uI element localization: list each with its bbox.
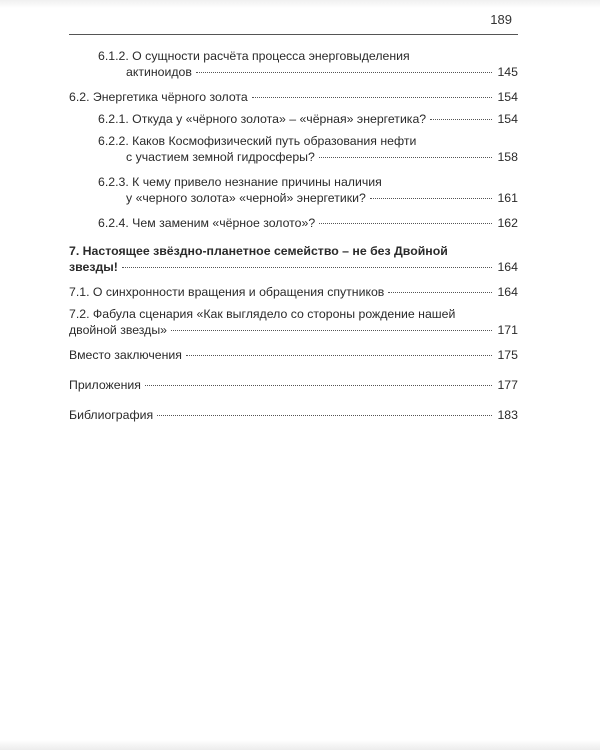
toc-entry-bibliography <box>69 407 518 423</box>
dot-leader <box>319 223 492 224</box>
toc-entry-title: 7. Настоящее звёздно-планетное семейство – не без Двойной <box>69 244 448 258</box>
toc-entry-7-2 <box>69 306 518 338</box>
toc-entry-conclusion <box>69 347 518 363</box>
header-rule <box>69 34 518 35</box>
toc-page-number: 161 <box>497 191 518 205</box>
toc-page-number: 175 <box>497 348 518 362</box>
toc-entry-title: 6.2.4. Чем заменим «чёрное золото»? <box>98 216 316 230</box>
toc-entry-title-cont: актиноидов <box>126 65 192 79</box>
dot-leader <box>122 267 492 268</box>
toc-entry-6-2 <box>69 89 518 105</box>
toc-entry-title: Библиография <box>69 408 154 422</box>
dot-leader <box>430 119 492 120</box>
toc-entry-title: Вместо заключения <box>69 348 182 362</box>
toc-page-number: 154 <box>497 112 518 126</box>
table-of-contents <box>69 48 518 432</box>
toc-page-number: 162 <box>497 216 518 230</box>
toc-entry-title: 6.2.2. Каков Космофизический путь образования нефти <box>98 134 417 148</box>
toc-page-number: 158 <box>497 150 518 164</box>
dot-leader <box>171 330 492 331</box>
toc-entry-appendix <box>69 377 518 393</box>
toc-entry-title-cont: звезды! <box>69 260 118 274</box>
toc-page-number: 154 <box>497 90 518 104</box>
dot-leader <box>196 72 492 73</box>
dot-leader <box>388 292 492 293</box>
toc-page-number: 177 <box>497 378 518 392</box>
toc-entry-6-2-2 <box>69 133 518 165</box>
page-top-edge <box>0 0 600 8</box>
dot-leader <box>252 97 492 98</box>
toc-entry-6-1-2 <box>69 48 518 80</box>
toc-page-number: 145 <box>497 65 518 79</box>
toc-entry-6-2-3 <box>69 174 518 206</box>
page-bottom-edge <box>0 740 600 750</box>
toc-page-number: 164 <box>497 285 518 299</box>
toc-page-number: 183 <box>497 408 518 422</box>
toc-entry-title: 6.2.3. К чему привело незнание причины наличия <box>98 175 382 189</box>
toc-entry-title: 7.1. О синхронности вращения и обращения спутников <box>69 285 385 299</box>
dot-leader <box>145 385 492 386</box>
toc-entry-7 <box>69 243 518 275</box>
toc-entry-6-2-4 <box>69 215 518 231</box>
dot-leader <box>157 415 492 416</box>
toc-entry-title: 6.1.2. О сущности расчёта процесса энерговыделения <box>98 49 410 63</box>
page-number: 189 <box>490 12 512 27</box>
toc-entry-title-cont: у «черного золота» «черной» энергетики? <box>126 191 366 205</box>
dot-leader <box>186 355 492 356</box>
toc-page-number: 171 <box>497 323 518 337</box>
toc-page-number: 164 <box>497 260 518 274</box>
toc-entry-title-cont: двойной звезды» <box>69 323 168 337</box>
toc-entry-7-1 <box>69 284 518 300</box>
dot-leader <box>370 198 492 199</box>
toc-entry-title: 6.2. Энергетика чёрного золота <box>69 90 248 104</box>
toc-entry-title: 6.2.1. Откуда у «чёрного золота» – «чёрная» энергетика? <box>98 112 427 126</box>
toc-entry-6-2-1 <box>69 111 518 127</box>
toc-entry-title: 7.2. Фабула сценария «Как выглядело со стороны рождение нашей <box>69 307 456 321</box>
toc-entry-title: Приложения <box>69 378 141 392</box>
dot-leader <box>319 157 492 158</box>
toc-entry-title-cont: с участием земной гидросферы? <box>126 150 315 164</box>
